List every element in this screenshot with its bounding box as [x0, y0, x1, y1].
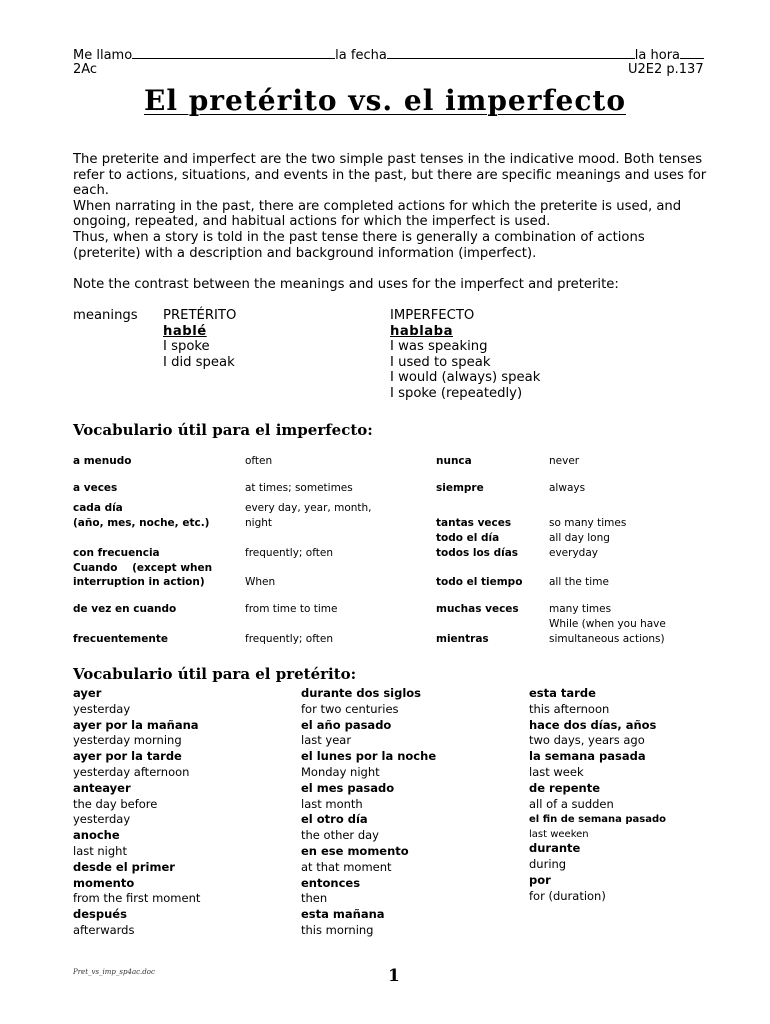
vocab-term: de repente	[529, 780, 601, 795]
vocab-term: todos los días	[436, 547, 519, 559]
imperfect-meaning: I was speaking	[390, 339, 488, 355]
vocab-meaning: this morning	[301, 923, 374, 937]
unit-reference: U2E2 p.137	[628, 62, 704, 77]
vocab-meaning: all day long	[549, 532, 610, 544]
vocab-term: cada día	[73, 502, 123, 514]
vocab-meaning: last night	[73, 844, 127, 858]
preterite-heading: PRETÉRITO	[163, 308, 237, 323]
imperfect-meanings	[390, 308, 540, 402]
vocab-term: durante dos siglos	[301, 686, 422, 700]
vocab-meaning: from the first moment	[73, 891, 201, 906]
vocab-term: momento	[73, 875, 135, 890]
vocab-term: entonces	[301, 875, 361, 890]
vocab-meaning: When	[245, 576, 276, 588]
vocab-term: de vez en cuando	[73, 603, 177, 615]
vocab-term: todo el día	[436, 532, 500, 544]
vocab-term: ayer por la tarde	[73, 749, 182, 764]
vocab-meaning: yesterday morning	[73, 733, 182, 748]
name-blank	[132, 46, 335, 59]
preterite-vocab-column-3	[529, 686, 759, 942]
vocab-term: en ese momento	[301, 844, 409, 858]
imperfect-meaning: I would (always) speak	[390, 370, 541, 386]
contrast-note: Note the contrast between the meanings and uses for the imperfect and preterite:	[73, 277, 619, 292]
vocab-meaning: this afternoon	[529, 701, 610, 716]
vocab-meaning: so many times	[549, 517, 627, 529]
vocab-term: con frecuencia	[73, 547, 160, 559]
vocab-meaning: night	[245, 517, 273, 529]
vocab-meaning: afterwards	[73, 923, 135, 937]
time-label: la hora	[634, 48, 681, 63]
vocab-meaning: many times	[549, 603, 612, 615]
vocab-meaning: during	[529, 857, 567, 872]
preterite-vocab-heading: Vocabulario útil para el pretérito:	[73, 665, 357, 683]
page-number: 1	[388, 966, 400, 986]
vocab-meaning: last month	[301, 796, 363, 811]
vocab-meaning: from time to time	[245, 603, 338, 615]
vocab-term: esta tarde	[529, 686, 596, 700]
vocab-meaning: often	[245, 455, 273, 467]
vocab-term: el lunes por la noche	[301, 749, 437, 764]
vocab-meaning: the other day	[301, 828, 379, 843]
vocab-term: ayer	[73, 686, 102, 700]
preterite-meaning: I spoke	[163, 339, 210, 355]
vocab-term: esta mañana	[301, 907, 385, 922]
intro-text	[73, 152, 713, 261]
vocab-meaning: yesterday	[73, 701, 131, 716]
preterite-vocab-column-1	[73, 686, 293, 942]
vocab-meaning: yesterday	[73, 812, 131, 827]
vocab-term: después	[73, 907, 127, 922]
vocab-meaning: While (when you have	[549, 618, 666, 630]
vocab-term: interruption in action)	[73, 576, 205, 588]
vocab-term: todo el tiempo	[436, 576, 523, 588]
name-date-line	[73, 46, 704, 64]
vocab-meaning: everyday	[549, 547, 598, 559]
vocab-meaning: every day, year, month,	[245, 502, 372, 514]
name-label: Me llamo	[73, 48, 133, 63]
vocab-meaning: never	[549, 455, 580, 467]
vocab-term: anteayer	[73, 780, 131, 795]
vocab-meaning: last year	[301, 733, 352, 748]
vocab-meaning: frequently; often	[245, 547, 333, 559]
intro-paragraph: Thus, when a story is told in the past tense there is generally a combination of actions (preterite) with a description and background information (imperfect).	[73, 229, 645, 261]
vocab-meaning: always	[549, 482, 586, 494]
vocab-term: tantas veces	[436, 517, 512, 529]
vocab-meaning: Monday night	[301, 765, 380, 779]
intro-paragraph: When narrating in the past, there are completed actions for which the preterite is used, and ongoing, repeated, and habitual actions for which the imperfect is used.	[73, 198, 682, 230]
vocab-term: nunca	[436, 455, 472, 467]
class-label: 2Ac	[73, 62, 98, 77]
vocab-meaning: frequently; often	[245, 633, 333, 645]
vocab-term: por	[529, 873, 551, 887]
vocab-term: el año pasado	[301, 717, 392, 732]
vocab-meaning: for (duration)	[529, 888, 606, 903]
imperfect-heading: IMPERFECTO	[390, 308, 475, 323]
vocab-term: muchas veces	[436, 603, 519, 615]
vocab-term: Cuando (except when	[73, 562, 213, 574]
vocab-term: a menudo	[73, 455, 132, 467]
preterite-verb: hablé	[163, 323, 207, 339]
vocab-term: anoche	[73, 828, 120, 843]
intro-paragraph: The preterite and imperfect are the two simple past tenses in the indicative mood. Both tenses refer to actions, situations, and events in the past, but there are specific meanings and uses for each.	[73, 152, 707, 199]
imperfect-meaning: I spoke (repeatedly)	[390, 385, 523, 401]
footer-filename: Pret_vs_imp_sp4ac.doc	[73, 968, 155, 976]
vocab-meaning: all of a sudden	[529, 796, 614, 811]
preterite-meanings	[163, 308, 236, 370]
imperfect-vocab-heading: Vocabulario útil para el imperfecto:	[73, 421, 373, 439]
vocab-meaning: yesterday afternoon	[73, 765, 190, 779]
vocab-meaning: for two centuries	[301, 701, 399, 716]
vocab-term: mientras	[436, 633, 489, 645]
vocab-meaning: at times; sometimes	[245, 482, 353, 494]
vocab-meaning: two days, years ago	[529, 733, 645, 748]
vocab-term: el fin de semana pasado	[529, 814, 667, 826]
vocab-term: hace dos días, años	[529, 717, 657, 732]
vocab-term: desde el primer	[73, 859, 175, 874]
vocab-term: ayer por la mañana	[73, 717, 199, 732]
meanings-label: meanings	[73, 308, 138, 323]
imperfect-meaning: I used to speak	[390, 354, 491, 370]
date-label: la fecha	[335, 48, 387, 63]
vocab-meaning: last week	[529, 765, 584, 779]
vocab-meaning: last weeken	[529, 828, 589, 840]
vocab-meaning: simultaneous actions)	[549, 633, 665, 645]
vocab-term: durante	[529, 841, 581, 856]
vocab-term: el otro día	[301, 812, 368, 827]
vocab-term: frecuentemente	[73, 633, 168, 645]
vocab-meaning: all the time	[549, 576, 609, 588]
page-title: El pretérito vs. el imperfecto	[143, 84, 627, 117]
vocab-meaning: at that moment	[301, 859, 392, 874]
vocab-meaning: then	[301, 891, 328, 906]
vocab-term: (año, mes, noche, etc.)	[73, 517, 210, 529]
time-blank	[680, 46, 704, 59]
preterite-meaning: I did speak	[163, 354, 235, 370]
vocab-meaning: the day before	[73, 796, 158, 811]
imperfect-verb: hablaba	[390, 323, 453, 339]
preterite-vocab-column-2	[301, 686, 521, 942]
vocab-term: la semana pasada	[529, 749, 646, 764]
vocab-term: siempre	[436, 482, 484, 494]
vocab-term: a veces	[73, 482, 118, 494]
date-blank	[387, 46, 635, 59]
vocab-term: el mes pasado	[301, 780, 395, 795]
